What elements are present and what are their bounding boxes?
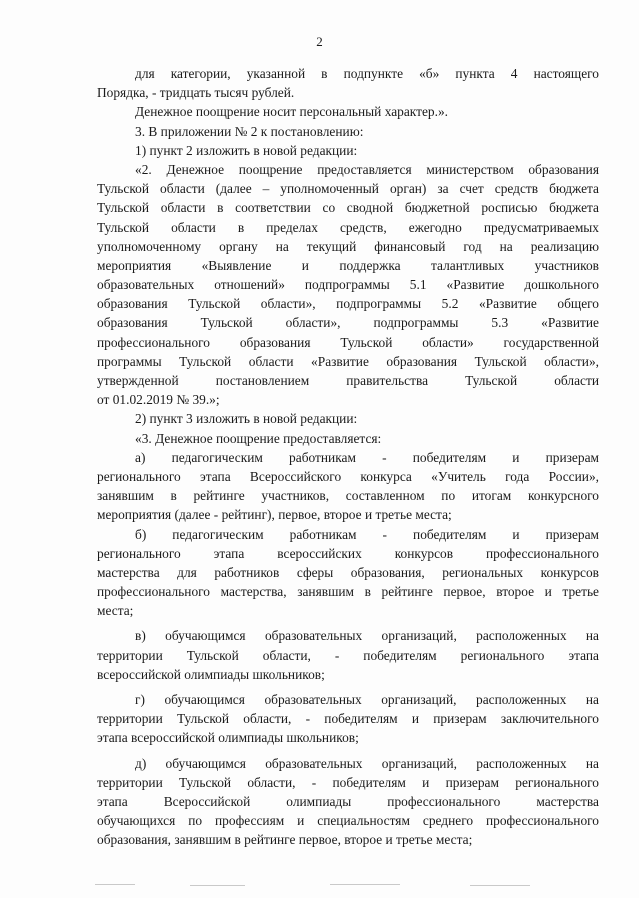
text-line: Порядка, - тридцать тысяч рублей. [97, 85, 295, 101]
text-line: занявшим в рейтинге участников, составленном по итогам конкурсного [97, 488, 599, 504]
text-line: г) обучающимся образовательных организаций, расположенных на [135, 692, 599, 707]
text-line: места; [97, 603, 134, 619]
text-line: всероссийской олимпиады школьников; [97, 666, 325, 682]
text-line: 2) пункт 3 изложить в новой редакции: [135, 411, 358, 427]
scan-artifact [470, 885, 530, 886]
text-line: образования, занявшим в рейтинге первое, второе и третье места; [97, 832, 473, 848]
text-line: территории Тульской области, - победителям и призерам заключительного [97, 711, 599, 727]
text-line: Тульской области в пределах средств, ежегодно предусматриваемых [97, 219, 599, 235]
text-line: б) педагогическим работникам - победителям и призерам [135, 526, 599, 542]
text-line: Денежное поощрение носит персональный характер.». [135, 104, 448, 120]
text-line: регионального этапа Всероссийского конкурса «Учитель года России», [97, 468, 599, 484]
text-line: мероприятия «Выявление и поддержка талантливых участников [97, 257, 599, 273]
text-line: профессионального образования Тульской области» государственной [97, 334, 599, 350]
text-line: мастерства для работников сферы образования, региональных конкурсов [97, 564, 599, 580]
page-number: 2 [316, 34, 323, 49]
text-line: в) обучающимся образовательных организаций, расположенных на [135, 628, 599, 644]
text-line: для категории, указанной в подпункте «б» пункта 4 настоящего [135, 66, 599, 81]
text-line: этапа Всероссийской олимпиады профессионального мастерства [97, 793, 599, 809]
text-line: «2. Денежное поощрение предоставляется министерством образования [135, 161, 599, 177]
text-line: а) педагогическим работникам - победителям и призерам [135, 449, 599, 465]
text-line: территории Тульской области, - победителям регионального этапа [97, 647, 599, 663]
text-line: 1) пункт 2 изложить в новой редакции: [135, 142, 358, 158]
scan-artifact [190, 885, 245, 886]
text-line: образования Тульской области», подпрограммы 5.3 «Развитие [97, 315, 599, 331]
text-line: обучающихся по профессиям и специальностям среднего профессионального [97, 813, 599, 829]
scan-artifact [95, 884, 135, 885]
document-body [97, 64, 599, 850]
text-line: утвержденной постановлением правительства Тульской области [97, 373, 599, 388]
scan-artifact [330, 884, 400, 885]
text-line: этапа всероссийской олимпиады школьников; [97, 730, 359, 746]
text-line: территории Тульской области, - победителям и призерам регионального [97, 774, 599, 790]
text-line: образовательных отношений» подпрограммы 5.1 «Развитие дошкольного [97, 277, 599, 293]
text-line: профессионального мастерства, занявшим в рейтинге первое, второе и третье [97, 584, 599, 600]
text-line: от 01.02.2019 № 39.»; [97, 392, 220, 408]
text-line: регионального этапа всероссийских конкурсов профессионального [97, 545, 599, 561]
text-line: образования Тульской области», подпрограммы 5.2 «Развитие общего [97, 296, 599, 312]
text-line: 3. В приложении № 2 к постановлению: [135, 123, 364, 139]
text-line: мероприятия (далее - рейтинг), первое, второе и третье места; [97, 507, 452, 523]
text-line: «3. Денежное поощрение предоставляется: [135, 430, 382, 446]
text-line: Тульской области в соответствии со сводной бюджетной росписью бюджета [97, 200, 599, 216]
text-line: уполномоченному органу на текущий финансовый год на реализацию [97, 238, 599, 254]
text-line: программы Тульской области «Развитие образования Тульской области», [97, 353, 599, 369]
text-line: д) обучающимся образовательных организаций, расположенных на [135, 755, 599, 771]
text-line: Тульской области (далее – уполномоченный орган) за счет средств бюджета [97, 181, 599, 197]
